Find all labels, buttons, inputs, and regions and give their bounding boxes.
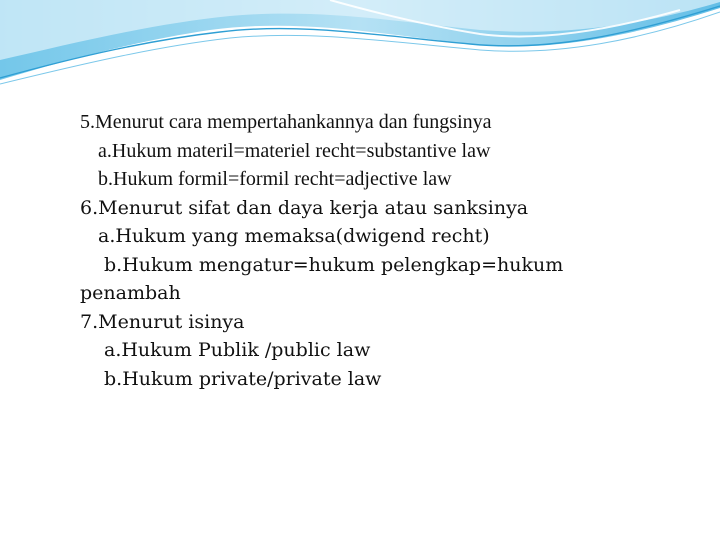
slide-body bbox=[80, 108, 700, 393]
heading-6: 6.Menurut sifat dan daya kerja atau sanksinya bbox=[80, 196, 529, 219]
item-7a: a.Hukum Publik /public law bbox=[104, 339, 371, 361]
decorative-wave-header bbox=[0, 0, 720, 90]
heading-5: 5.Menurut cara mempertahankannya dan fungsinya bbox=[80, 111, 492, 133]
item-6b: b.Hukum mengatur=hukum pelengkap=hukum bbox=[104, 253, 564, 276]
item-5a: a.Hukum materil=materiel recht=substantive law bbox=[98, 139, 491, 162]
heading-7: 7.Menurut isinya bbox=[80, 310, 245, 333]
item-6b-continued: penambah bbox=[80, 282, 181, 304]
item-7b: b.Hukum private/private law bbox=[104, 367, 382, 390]
item-5b: b.Hukum formil=formil recht=adjective law bbox=[98, 168, 452, 190]
item-6a: a.Hukum yang memaksa(dwigend recht) bbox=[98, 225, 490, 247]
